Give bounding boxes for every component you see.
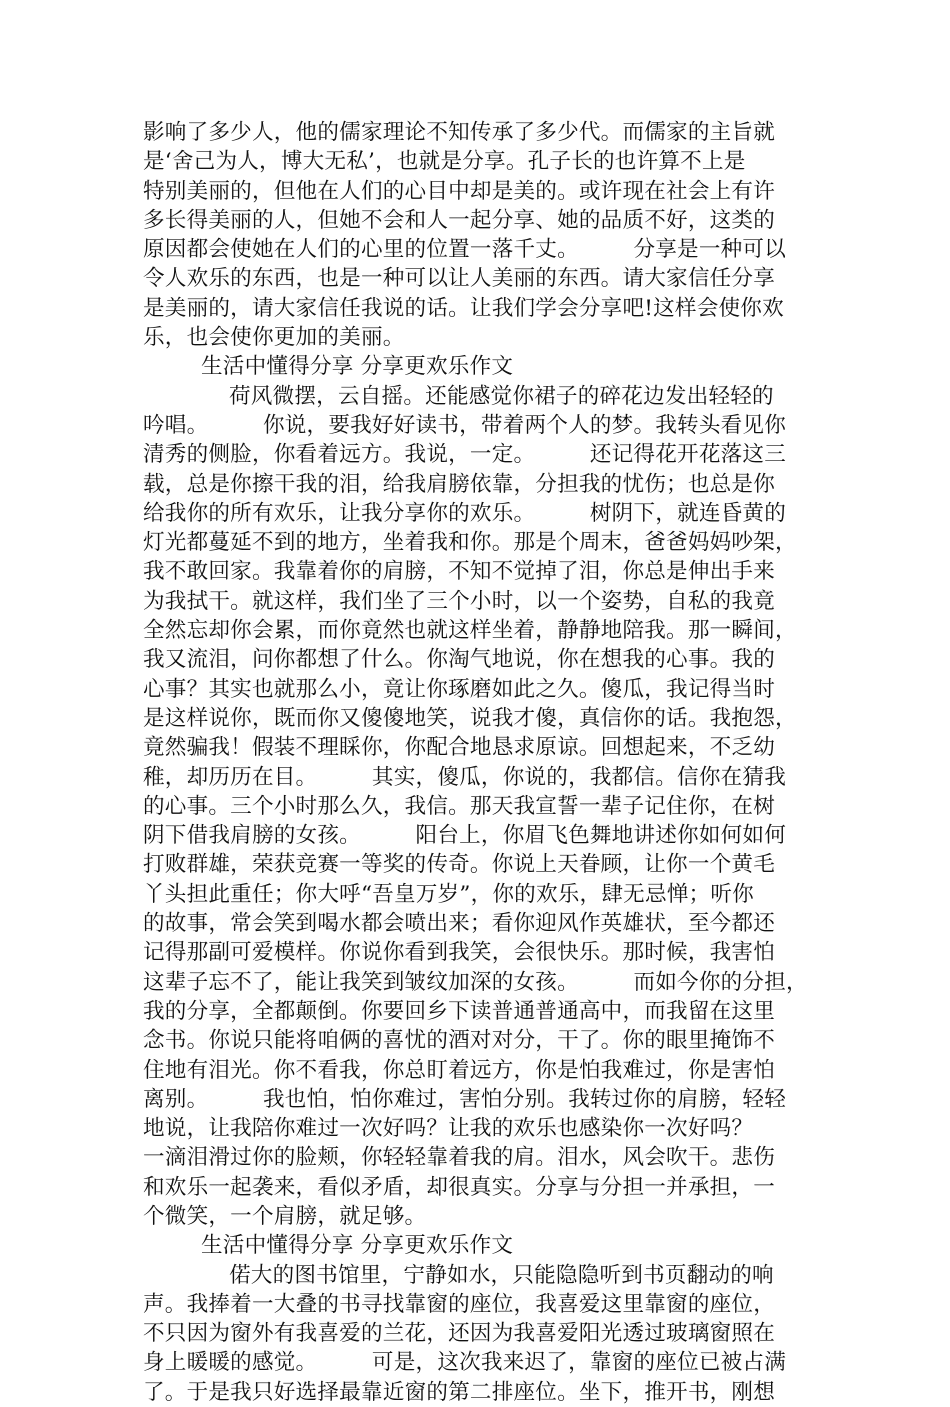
text-line: 竟然骗我！假装不理睬你，你配合地恳求原谅。回想起来，不乏幼 <box>143 735 776 761</box>
text-line: 的故事，常会笑到喝水都会喷出来；看你迎风作英雄状，至今都还 <box>143 911 776 937</box>
text-line: 全然忘却你会累，而你竟然也就这样坐着，静静地陪我。那一瞬间， <box>143 618 797 644</box>
text-line: 打败群雄，荣获竞赛一等奖的传奇。你说上天眷顾，让你一个黄毛 <box>143 852 776 878</box>
text-line: 灯光都蔓延不到的地方，坐着我和你。那是个周末，爸爸妈妈吵架， <box>143 530 797 556</box>
text-line: 这辈子忘不了，能让我笑到皱纹加深的女孩。 而如今你的分担， <box>143 969 808 995</box>
text-line: 我的分享，全都颠倒。你要回乡下读普通普通高中，而我留在这里 <box>143 998 776 1024</box>
text-line: 我又流泪，问你都想了什么。你淘气地说，你在想我的心事。我的 <box>143 647 776 673</box>
text-line: 的心事。三个小时那么久，我信。那天我宣誓一辈子记住你，在树 <box>143 793 776 819</box>
text-line: 吟唱。 你说，要我好好读书，带着两个人的梦。我转头看见你 <box>143 412 787 438</box>
text-line: 原因都会使她在人们的心里的位置一落千丈。 分享是一种可以 <box>143 237 787 263</box>
text-line: 载，总是你擦干我的泪，给我肩膀依靠，分担我的忧伤；也总是你 <box>143 471 776 497</box>
text-line: 心事？其实也就那么小，竟让你琢磨如此之久。傻瓜，我记得当时 <box>143 676 776 702</box>
text-line: 住地有泪光。你不看我，你总盯着远方，你是怕我难过，你是害怕 <box>143 1057 776 1083</box>
text-line: 一滴泪滑过你的脸颊，你轻轻靠着我的肩。泪水，风会吹干。悲伤 <box>143 1145 776 1171</box>
text-line: 地说，让我陪你难过一次好吗？让我的欢乐也感染你一次好吗？ <box>143 1116 754 1142</box>
text-line: 乐，也会使你更加的美丽。 <box>143 325 405 351</box>
text-line: 身上暖暖的感觉。 可是，这次我来迟了，靠窗的座位已被占满 <box>143 1350 787 1376</box>
section-heading: 生活中懂得分享 分享更欢乐作文 <box>201 1233 514 1259</box>
document-text <box>143 118 811 1407</box>
text-line: 荷风微摆，云自摇。还能感觉你裙子的碎花边发出轻轻的 <box>229 383 774 409</box>
text-line: 特别美丽的，但他在人们的心目中却是美的。或许现在社会上有许 <box>143 178 776 204</box>
text-line: 个微笑，一个肩膀，就足够。 <box>143 1203 427 1229</box>
text-line: 我不敢回家。我靠着你的肩膀，不知不觉掉了泪，你总是伸出手来 <box>143 559 776 585</box>
text-line: 声。我捧着一大叠的书寻找靠窗的座位，我喜爱这里靠窗的座位， <box>143 1291 776 1317</box>
text-line: 了。于是我只好选择最靠近窗的第二排座位。坐下，推开书，刚想 <box>143 1379 776 1405</box>
text-line: 不只因为窗外有我喜爱的兰花，还因为我喜爱阳光透过玻璃窗照在 <box>143 1321 776 1347</box>
text-line: 离别。 我也怕，怕你难过，害怕分别。我转过你的肩膀，轻轻 <box>143 1086 787 1112</box>
text-line: 影响了多少人，他的儒家理论不知传承了多少代。而儒家的主旨就 <box>143 120 776 145</box>
text-line: 念书。你说只能将咱俩的喜忧的酒对对分，干了。你的眼里掩饰不 <box>143 1028 776 1054</box>
text-line: 是这样说你，既而你又傻傻地笑，说我才傻，真信你的话。我抱怨， <box>143 705 797 731</box>
text-line: 阴下借我肩膀的女孩。 阳台上，你眉飞色舞地讲述你如何如何 <box>143 823 787 849</box>
text-line: 记得那副可爱模样。你说你看到我笑，会很快乐。那时候，我害怕 <box>143 940 776 966</box>
text-line: 令人欢乐的东西，也是一种可以让人美丽的东西。请大家信任分享 <box>143 266 776 292</box>
text-line: 给我你的所有欢乐，让我分享你的欢乐。 树阴下，就连昏黄的 <box>143 500 787 526</box>
text-line: 丫头担此重任；你大呼“吾皇万岁”，你的欢乐，肆无忌惮；听你 <box>143 881 754 907</box>
text-line: 和欢乐一起袭来，看似矛盾，却很真实。分享与分担一并承担，一 <box>143 1174 776 1200</box>
text-line: 多长得美丽的人，但她不会和人一起分享、她的品质不好，这类的 <box>143 207 776 233</box>
text-line: 偌大的图书馆里，宁静如水，只能隐隐听到书页翻动的响 <box>229 1262 774 1288</box>
text-line: 为我拭干。就这样，我们坐了三个小时，以一个姿势，自私的我竟 <box>143 588 776 614</box>
section-heading: 生活中懂得分享 分享更欢乐作文 <box>201 354 514 380</box>
text-line: 是‘舍己为人，博大无私’，也就是分享。孔子长的也许算不上是 <box>143 149 746 175</box>
text-line: 是美丽的，请大家信任我说的话。让我们学会分享吧!这样会使你欢 <box>143 295 784 321</box>
text-line: 清秀的侧脸，你看着远方。我说，一定。 还记得花开花落这三 <box>143 442 787 468</box>
text-line: 稚，却历历在目。 其实，傻瓜，你说的，我都信。信你在猜我 <box>143 764 787 790</box>
